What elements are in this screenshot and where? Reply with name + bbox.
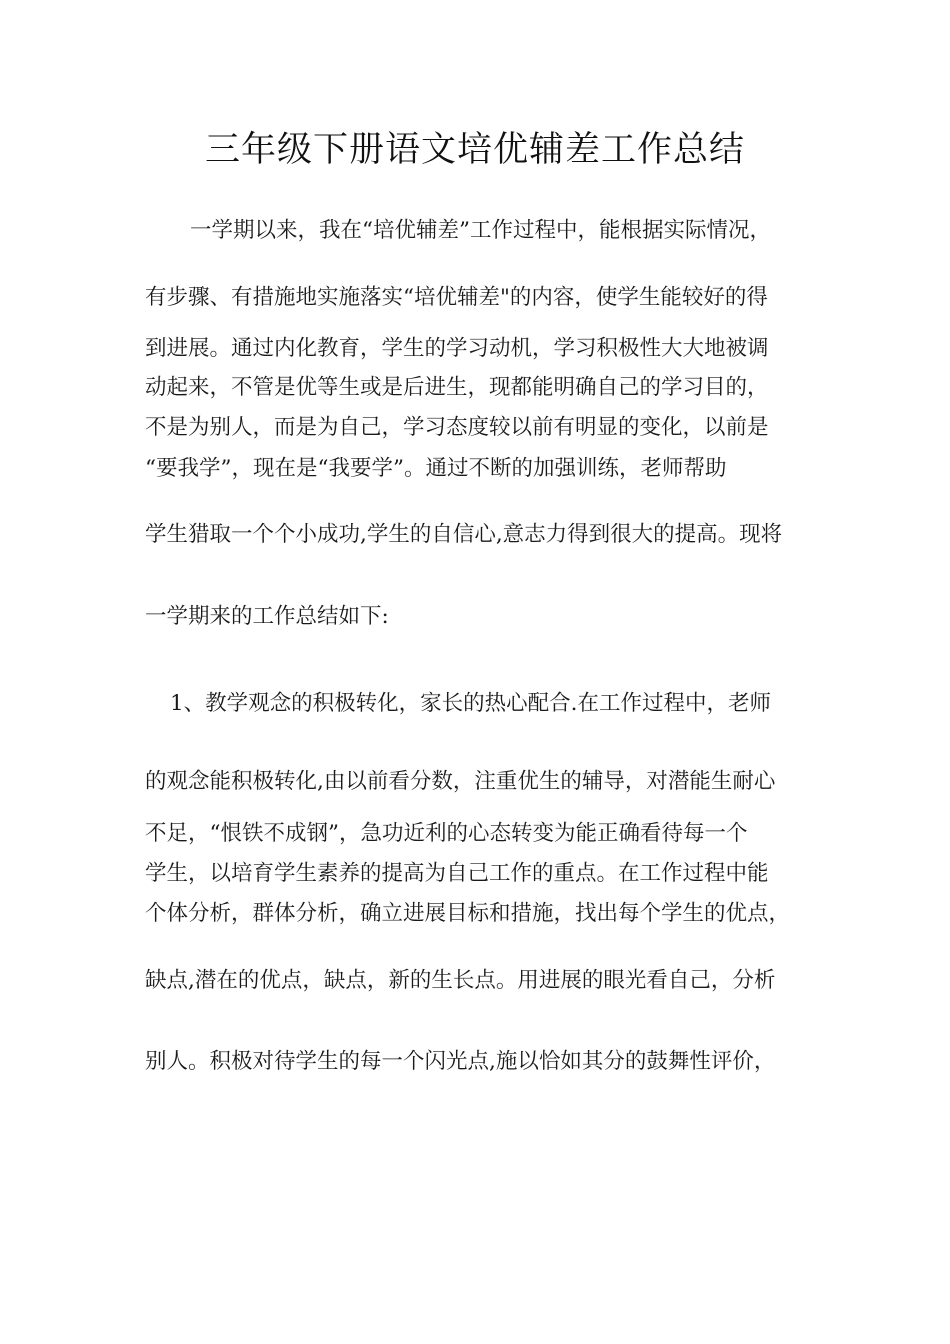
- paragraph-line-8: 一学期来的工作总结如下:: [145, 604, 389, 629]
- paragraph-line-2: 有步骤、有措施地实施落实“培优辅差"的内容，使学生能较好的得: [145, 285, 768, 310]
- paragraph-line-13: 个体分析，群体分析，确立进展目标和措施，找出每个学生的优点，: [145, 901, 791, 926]
- paragraph-line-11: 不足，“恨铁不成钢”，急功近利的心态转变为能正确看待每一个: [145, 821, 748, 846]
- paragraph-line-12: 学生，以培育学生素养的提高为自己工作的重点。在工作过程中能: [145, 861, 769, 886]
- paragraph-line-6: “要我学”，现在是“我要学”。通过不断的加强训练，老师帮助: [145, 456, 727, 481]
- paragraph-line-7: 学生猎取一个个小成功,学生的自信心,意志力得到很大的提高。现将: [145, 522, 783, 547]
- paragraph-line-10: 的观念能积极转化,由以前看分数，注重优生的辅导，对潜能生耐心: [145, 769, 776, 794]
- paragraph-line-4: 动起来，不管是优等生或是后进生，现都能明确自己的学习目的，: [145, 375, 769, 400]
- paragraph-line-9: 1、教学观念的积极转化，家长的热心配合.在工作过程中，老师: [170, 691, 772, 716]
- paragraph-line-3: 到进展。通过内化教育，学生的学习动机，学习积极性大大地被调: [145, 336, 769, 361]
- document-title: 三年级下册语文培优辅差工作总结: [204, 130, 745, 170]
- paragraph-line-5: 不是为别人，而是为自己，学习态度较以前有明显的变化，以前是: [145, 415, 769, 440]
- paragraph-line-15: 别人。积极对待学生的每一个闪光点,施以恰如其分的鼓舞性评价，: [145, 1049, 776, 1074]
- paragraph-line-14: 缺点,潜在的优点，缺点，新的生长点。用进展的眼光看自己，分析: [145, 968, 776, 993]
- paragraph-line-1: 一学期以来，我在“培优辅差”工作过程中，能根据实际情况，: [190, 218, 771, 243]
